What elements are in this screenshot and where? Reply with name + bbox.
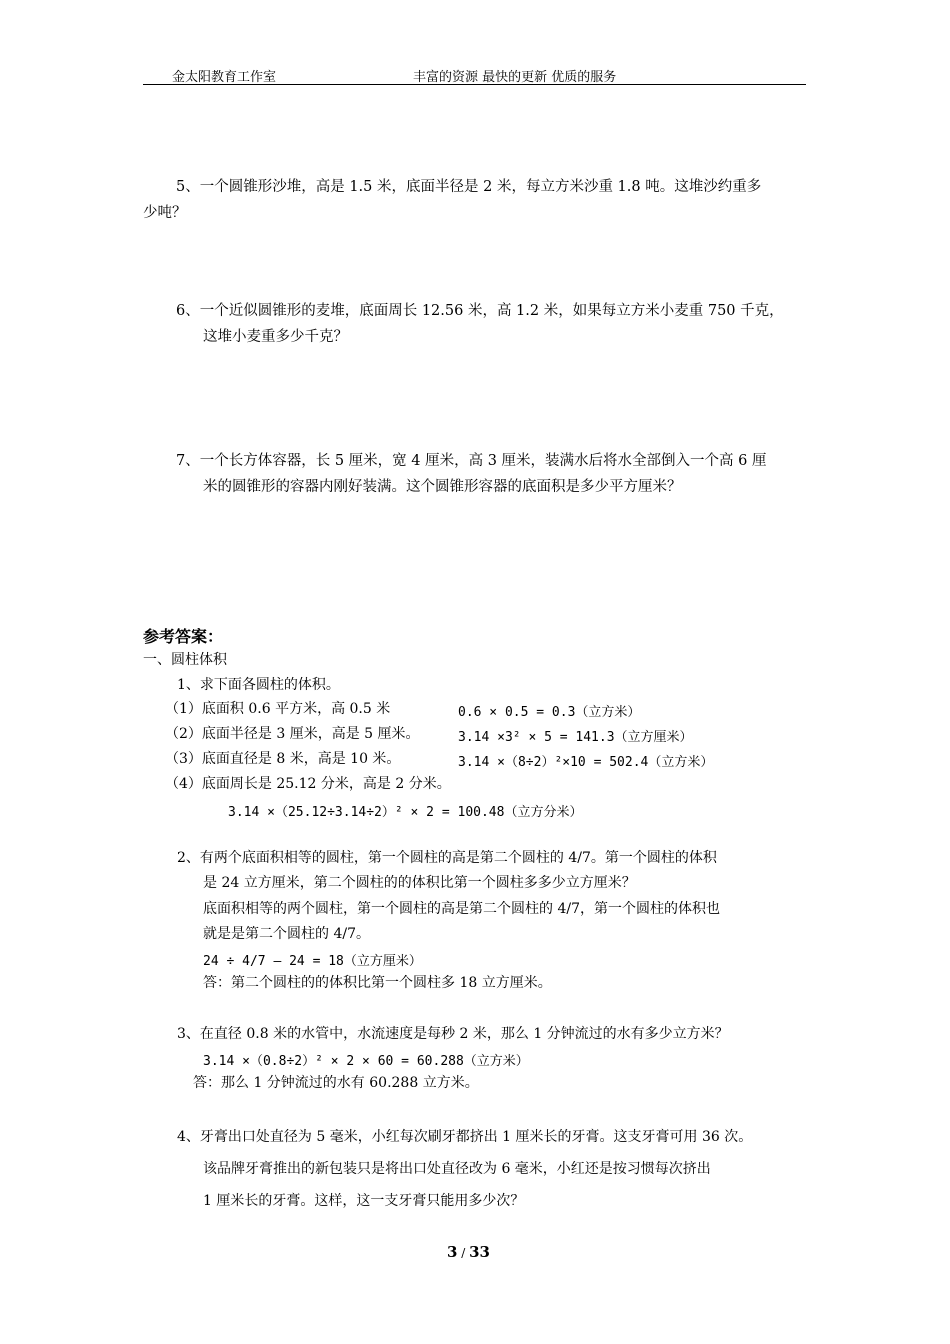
header-left: 金太阳教育工作室	[172, 70, 277, 85]
question-6-line1: 6、一个近似圆锥形的麦堆，底面周长 12.56 米，高 1.2 米，如果每立方米小麦重 750 千克，	[176, 303, 784, 319]
answer-3-line1: 3、在直径 0.8 米的水管中，水流速度是每秒 2 米，那么 1 分钟流过的水有多少立方米？	[177, 1026, 729, 1042]
answer-2-calc: 24 ÷ 4/7 – 24 = 18（立方厘米）	[203, 954, 422, 969]
answer-1-item-2-label: （2）底面半径是 3 厘米，高是 5 厘米。	[165, 726, 420, 742]
answer-2-line2: 是 24 立方厘米，第二个圆柱的的体积比第一个圆柱多多少立方厘米？	[203, 875, 636, 891]
answer-1-item-1-label: （1）底面积 0.6 平方米，高 0.5 米	[165, 701, 391, 717]
answer-3-answer: 答：那么 1 分钟流过的水有 60.288 立方米。	[193, 1075, 479, 1091]
header-right: 丰富的资源 最快的更新 优质的服务	[413, 70, 617, 85]
question-5-line1: 5、一个圆锥形沙堆，高是 1.5 米，底面半径是 2 米，每立方米沙重 1.8 吨。这堆沙约重多	[176, 179, 762, 195]
answer-1-item-1-calc: 0.6 × 0.5 = 0.3（立方米）	[458, 705, 641, 720]
page-total: 33	[469, 1243, 490, 1261]
answer-1-item-4-label: （4）底面周长是 25.12 分米，高是 2 分米。	[165, 776, 451, 792]
answer-4-line1: 4、牙膏出口处直径为 5 毫米，小红每次刷牙都挤出 1 厘米长的牙膏。这支牙膏可用 36 次。	[177, 1129, 753, 1145]
answer-4-line2: 该品牌牙膏推出的新包装只是将出口处直径改为 6 毫米，小红还是按习惯每次挤出	[203, 1161, 711, 1177]
answer-3-calc: 3.14 ×（0.8÷2）² × 2 × 60 = 60.288（立方米）	[203, 1054, 529, 1069]
answers-title: 参考答案：	[143, 627, 224, 646]
answer-2-line3: 底面积相等的两个圆柱，第一个圆柱的高是第二个圆柱的 4/7，第一个圆柱的体积也	[203, 901, 720, 917]
answer-2-line1: 2、有两个底面积相等的圆柱，第一个圆柱的高是第二个圆柱的 4/7。第一个圆柱的体积	[177, 850, 717, 866]
answer-4-line3: 1 厘米长的牙膏。这样，这一支牙膏只能用多少次？	[203, 1193, 525, 1209]
question-7-line2: 米的圆锥形的容器内刚好装满。这个圆锥形容器的底面积是多少平方厘米？	[203, 479, 682, 495]
question-7-line1: 7、一个长方体容器，长 5 厘米，宽 4 厘米，高 3 厘米，装满水后将水全部倒入一个高 6 厘	[176, 453, 767, 469]
page-current: 3	[447, 1243, 458, 1261]
section-1-title: 一、圆柱体积	[143, 652, 227, 668]
answer-1-item-2-calc: 3.14 ×3² × 5 = 141.3（立方厘米）	[458, 730, 693, 745]
page-number	[447, 1243, 490, 1261]
header-rule	[143, 84, 806, 85]
question-5-line2: 少吨？	[143, 205, 187, 221]
answer-1-item-3-label: （3）底面直径是 8 米，高是 10 米。	[165, 751, 401, 767]
question-6-line2: 这堆小麦重多少千克？	[203, 329, 348, 345]
answer-2-line4: 就是是第二个圆柱的 4/7。	[203, 926, 370, 942]
answer-1-item-3-calc: 3.14 ×（8÷2）²×10 = 502.4（立方米）	[458, 755, 714, 770]
page-separator: /	[457, 1246, 470, 1260]
answer-1-title: 1、求下面各圆柱的体积。	[177, 677, 340, 693]
answer-2-answer: 答：第二个圆柱的的体积比第一个圆柱多 18 立方厘米。	[203, 975, 552, 991]
answer-1-item-4-calc: 3.14 ×（25.12÷3.14÷2）² × 2 = 100.48（立方分米）	[228, 805, 583, 820]
